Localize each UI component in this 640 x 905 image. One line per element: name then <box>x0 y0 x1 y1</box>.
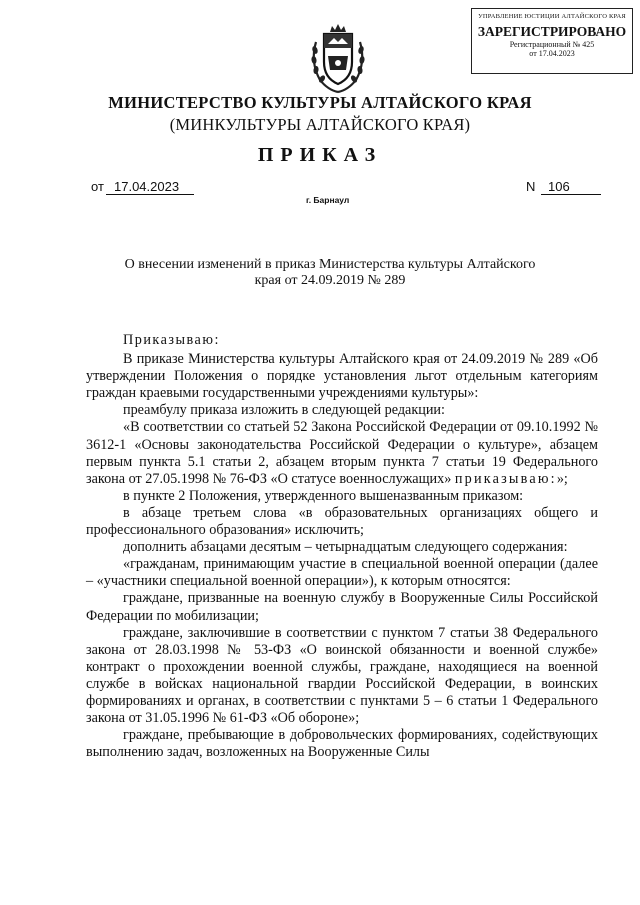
body-paragraph: в пункте 2 Положения, утвержденного вышеназванным приказом: <box>123 487 524 504</box>
ministry-name: МИНИСТЕРСТВО КУЛЬТУРЫ АЛТАЙСКОГО КРАЯ <box>108 93 532 112</box>
preamble-text: «В соответствии со статьей 52 Закона Российской Федерации от 09.10.1992 № 3612-1 «Основы законодательства Российской Федерации о культуре», абзацем первым пункта 5.1 статьи 2, абзацем вторым пункта 7 статьи 19 Федерального закона от 27.05.1998 № 76-ФЗ «О статусе военнослужащих» <box>86 419 598 487</box>
order-word: Приказываю: <box>123 332 220 348</box>
preamble-order-word: приказываю: <box>454 470 557 487</box>
body-paragraph: в абзаце третьем слова «в образовательных организациях общего и профессионального образования» исключить; <box>86 504 598 539</box>
order-body <box>86 332 598 761</box>
number-label: N <box>526 179 536 194</box>
stamp-registration-date: от 17.04.2023 <box>529 49 575 58</box>
body-paragraph-preamble <box>86 419 598 487</box>
stamp-registration-number: Регистрационный № 425 <box>509 39 595 49</box>
registration-stamp <box>471 8 633 74</box>
preamble-tail: »; <box>556 470 568 487</box>
coat-of-arms-icon <box>306 22 370 94</box>
order-subject: О внесении изменений в приказ Министерства культуры Алтайского края от 24.09.2019 № 289 <box>124 257 536 288</box>
body-paragraph: граждане, призванные на военную службу в Вооруженные Силы Российской Федерации по мобилизации; <box>86 590 598 624</box>
ministry-short-name: (МИНКУЛЬТУРЫ АЛТАЙСКОГО КРАЯ) <box>169 115 471 134</box>
stamp-status: ЗАРЕГИСТРИРОВАНО <box>477 23 627 39</box>
body-paragraph: граждане, заключившие в соответствии с пунктом 7 статьи 38 Федерального закона от 28.03.1998 № 53-ФЗ «О воинской обязанности и военной службе» контракт о прохождении военной службы, граждане, находящиеся на военной службе в войсках национальной гвардии Российской Федерации, в воинских формированиях и органах, в соответствии с пунктами 5 – 6 статьи 1 Федерального закона от 31.05.1996 № 61-ФЗ «Об обороне»; <box>86 624 598 727</box>
stamp-organization: УПРАВЛЕНИЕ ЮСТИЦИИ АЛТАЙСКОГО КРАЯ <box>478 13 626 20</box>
city-name: г. Барнаул <box>306 195 350 205</box>
document-type-title: ПРИКАЗ <box>257 144 383 166</box>
order-number: 106 <box>541 179 601 195</box>
body-paragraph: граждане, пребывающие в добровольческих формированиях, содействующих выполнению задач, возложенных на Вооруженные Силы <box>86 727 598 761</box>
order-date: 17.04.2023 <box>106 179 194 195</box>
body-paragraph: преамбулу приказа изложить в следующей редакции: <box>123 402 445 419</box>
body-paragraph: дополнить абзацами десятым – четырнадцатым следующего содержания: <box>123 539 568 556</box>
body-paragraph: В приказе Министерства культуры Алтайского края от 24.09.2019 № 289 «Об утверждении Положения о порядке установления льгот отдельным категориям граждан краевыми государственными учреждениями культуры»: <box>86 351 598 402</box>
body-paragraph: «гражданам, принимающим участие в специальной военной операции (далее – «участники специальной военной операции»), к которым относятся: <box>86 556 598 590</box>
date-from-label: от <box>91 179 104 194</box>
